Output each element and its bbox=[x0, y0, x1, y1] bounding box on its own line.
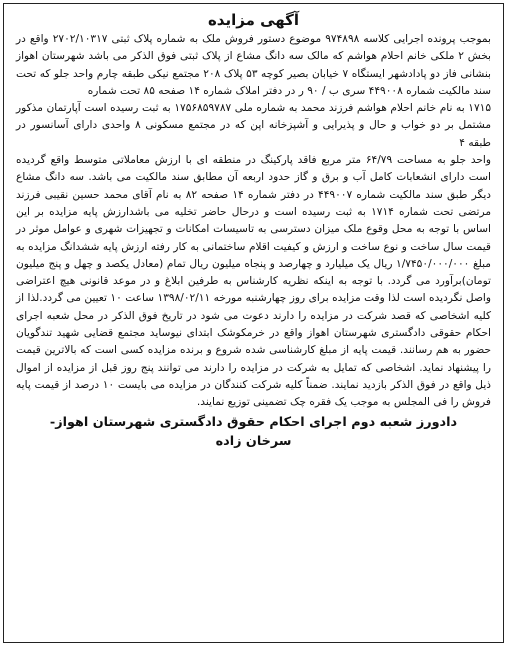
notice-paragraph-1: بموجب پرونده اجرایی کلاسه ۹۷۴۸۹۸ موضوع دستور فروش ملک به شماره پلاک ثبتی ۲۷۰۲/۱۰۳۱۷ واقع در بخش ۲ ملکی خانم احلام هواشم که مالک سه دانگ مشاع از پلاک ثبتی فوق الذکر می باشد شهرستان اهواز بنشانی فاز دو پادادشهر ایستگاه ۷ خیابان بصیر کوچه ۵۳ پلاک ۲۰۸ مجتمع نیکی طبقه چارم واحد جلو که تحت سند مالکیت شماره ۴۴۹۰۰۸ سری ب / ۹۰ ر در دفتر املاک شماره ۱۴ صفحه ۸۵ تحت شماره bbox=[16, 33, 492, 97]
notice-title: آگهی مزایده bbox=[207, 11, 300, 29]
signature-office: دادورز شعبه دوم اجرای احکام حقوق دادگستری شهرستان اهواز- bbox=[49, 414, 458, 430]
notice-paragraph-2: ۱۷۱۵ به نام خانم احلام هواشم فرزند محمد به شماره ملی ۱۷۵۶۸۵۹۷۸۷ به ثبت رسیده است آپارتمان مذکور مشتمل بر دو خواب و حال و پذیرایی و آشپزخانه اپن که در مجتمع مسکونی ۸ واحدی دارای آسانسور در طبقه ۴ bbox=[16, 102, 492, 149]
auction-notice bbox=[3, 3, 504, 643]
notice-paragraph-3: واحد جلو به مساحت ۶۴/۷۹ متر مربع فاقد پارکینگ در منطقه ای با ارزش معاملاتی متوسط واقع گردیده است دارای انشعابات کامل آب و برق و گاز حدود اربعه آن مطابق سند مالکیت می باشد. سه دانگ مشاع دیگر طبق سند مالکیت شماره ۴۴۹۰۰۷ در دفتر شماره ۱۴ صفحه ۸۲ به نام آقای محمد حسین نقیبی فرزند مرتضی تحت شماره ۱۷۱۴ به ثبت رسیده است و درحال حاضر تخلیه می باشدارزش پایه مزایده بر این اساس با توجه به محل وقوع ملک میزان دسترسی به تاسیسات امکانات و تجهیزات شهری و عوامل موثر در قیمت سال ساخت و نوع ساخت و ارزش و کیفیت اقلام ساختمانی به کار رفته ارزش پایه ششدانگ مزایده به مبلغ ۱/۷۴۵۰/۰۰۰/۰۰۰ ریال یک میلیارد و چهارصد و پنجاه میلیون ریال تمام (معادل یکصد و چهل و پنج میلیون تومان)برآورد می گردد. با توجه به اینکه نظریه کارشناس به طرفین ابلاغ و در موعد قانونی هیچ اعتراضی واصل نگردیده است لذا وقت مزایده برای روز چهارشنبه مورخه ۱۳۹۸/۰۲/۱۱ ساعت ۱۰ تعیین می گردد.لذا از کلیه اشخاصی که قصد شرکت در مزایده را دارند دعوت می شود در تاریخ فوق الذکر در محل شعبه اجرای احکام حقوقی دادگستری شهرستان اهواز واقع در خرمکوشک ابتدای نیوساید مجتمع قضایی شهید تندگویان حضور به هم رسانند. قیمت پایه از مبلغ کارشناسی شده شروع و برنده مزایده کسی است که بالاترین قیمت را پیشنهاد نماید. اشخاصی که تمایل به شرکت در مزایده را دارند می توانند پنج روز قبل از مزایده از اموال ذیل واقع در فوق الذکر بازدید نمایند. ضمناً کلیه شرکت کنندگان در مزایده می بایست ۱۰ درصد از قیمت پایه فروش را فی المجلس به موجب یک فقره چک تضمینی توزیع نمایند. bbox=[16, 154, 492, 409]
signature-name: سرخان زاده bbox=[215, 433, 292, 449]
notice-body bbox=[16, 31, 491, 412]
signature-block bbox=[16, 413, 491, 451]
